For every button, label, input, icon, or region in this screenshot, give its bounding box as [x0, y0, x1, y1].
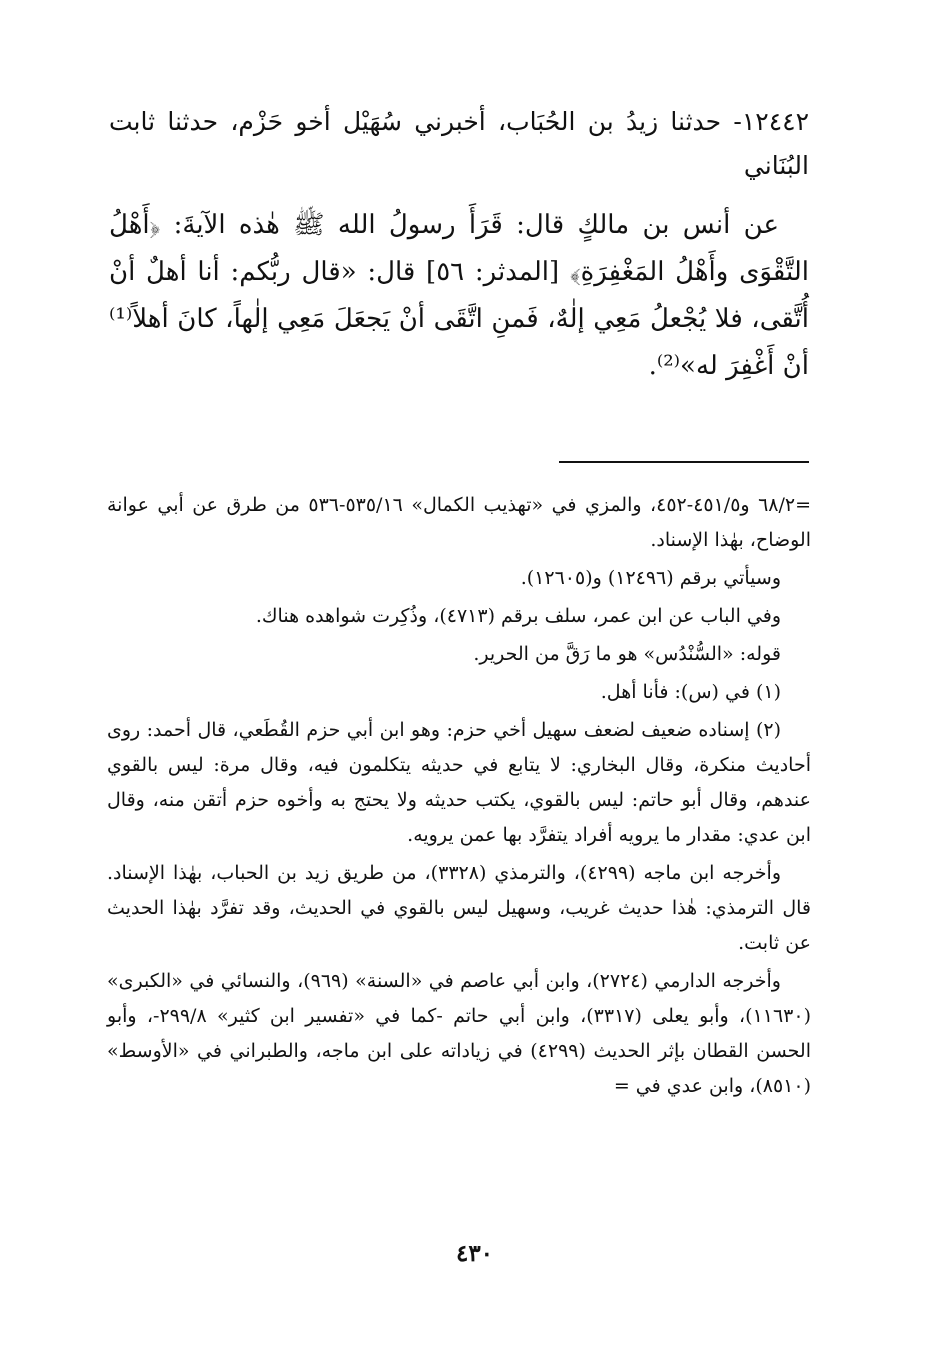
footnote-paragraph: وأخرجه ابن ماجه (٤٢٩٩)، والترمذي (٣٣٢٨)، من طريق زيد بن الحباب، بهٰذا الإسناد. قال الترمذي: هٰذا حديث غريب، وسهيل ليس بالقوي في الحديث، وقد تفرَّد بهٰذا الحديث عن ثابت. — [107, 862, 811, 954]
footnote-paragraph: قوله: «السُّنْدُس» هو ما رَقَّ من الحرير. — [473, 643, 781, 665]
footnote-paragraph: وسيأتي برقم (١٢٤٩٦) و(١٢٦٠٥). — [520, 567, 781, 589]
page-number: ٤٣٠ — [455, 1240, 494, 1267]
footnote-paragraph: وفي الباب عن ابن عمر، سلف برقم (٤٧١٣)، وذُكِرت شواهده هناك. — [255, 605, 781, 627]
footnote-paragraph: =٦٨/٢ و٤٥١/٥-٤٥٢، والمزي في «تهذيب الكمال» ٥٣٥/١٦-٥٣٦ من طرق عن أبي عوانة الوضاح، بهٰذا الإسناد. — [107, 494, 812, 551]
footnote-separator — [559, 461, 809, 463]
hadith-isnad: ١٢٤٤٢- حدثنا زيدُ بن الحُبَاب، أخبرني سُهَيْل أخو حَزْم، حدثنا ثابت البُنَاني — [109, 107, 809, 180]
footnote-2: (٢) إسناده ضعيف لضعف سهيل أخي حزم: وهو ابن أبي حزم القُطَعي، قال أحمد: روى أحاديث منكرة، وقال البخاري: لا يتابع في حديثه يتكلمون فيه، وقال مرة: ليس بالقوي عندهم، وقال أبو حاتم: ليس بالقوي، يكتب حديثه ولا يحتج به وأخوه حزم أتقن منه، وقال ابن عدي: مقدار ما يرويه أفراد يتفرَّد بها عمن يرويه. — [107, 719, 811, 846]
footnote-1: (١) في (س): فأنا أهل. — [600, 681, 781, 703]
footnotes — [107, 488, 811, 1107]
footnote-paragraph: وأخرجه الدارمي (٢٧٢٤)، وابن أبي عاصم في «السنة» (٩٦٩)، والنسائي في «الكبرى» (١١٦٣٠)، وأبو يعلى (٣٣١٧)، وابن أبي حاتم -كما في «تفسير ابن كثير» ٢٩٩/٨-، وأبو الحسن القطان بإثر الحديث (٤٢٩٩) في زياداته على ابن ماجه، والطبراني في «الأوسط» (٨٥١٠)، وابن عدي في = — [107, 970, 812, 1097]
hadith-block — [109, 100, 809, 390]
hadith-matn: عن أنس بن مالكٍ قال: قَرَأَ رسولُ الله ﷺ هٰذه الآيةَ: ﴿أَهْلُ التَّقْوَى وأَهْلُ المَغْفِرَةِ﴾ [المدثر: ٥٦] قال: «قال ربُّكم: أنا أهلٌ أنْ أُتَّقى، فلا يُجْعلُ مَعِي إلٰهٌ، فَمنِ اتَّقَى أنْ يَجعَلَ مَعِي إلٰهاً، كانَ أهلاً⁽¹⁾ أنْ أَغْفِرَ له»⁽²⁾. — [109, 210, 809, 381]
